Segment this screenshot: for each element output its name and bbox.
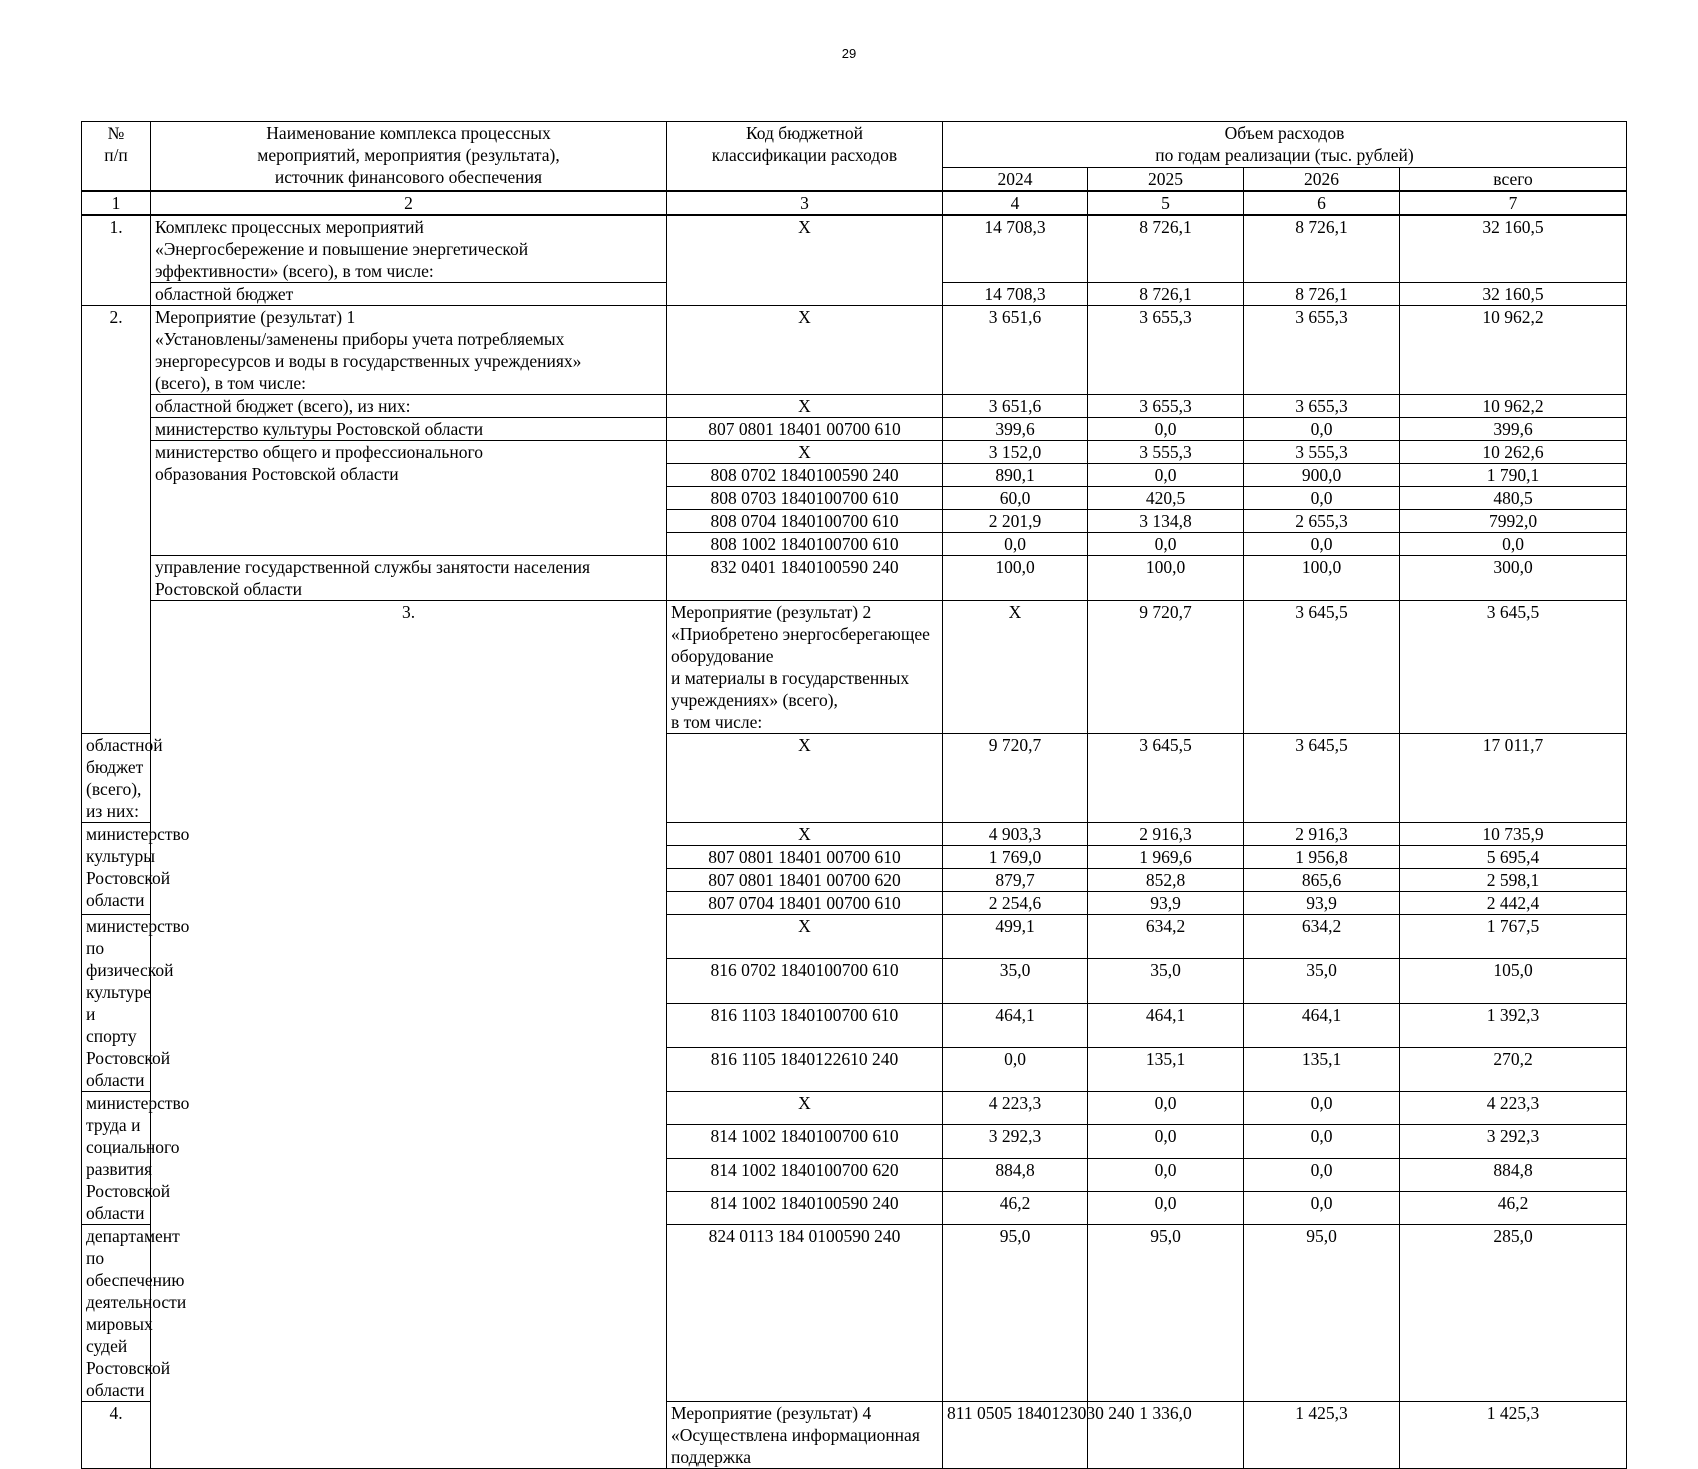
value-2026: 0,0 bbox=[1244, 1191, 1400, 1224]
value-total: 32 160,5 bbox=[1400, 215, 1627, 283]
header-col-number: № п/п bbox=[82, 122, 151, 192]
value-total: 3 292,3 bbox=[1400, 1125, 1627, 1158]
value-2025: 0,0 bbox=[1088, 418, 1244, 441]
budget-code: X bbox=[667, 1092, 943, 1125]
value-2025: 464,1 bbox=[1088, 1003, 1244, 1047]
row-number: 1. bbox=[82, 215, 151, 306]
budget-code: 807 0801 18401 00700 620 bbox=[667, 869, 943, 892]
value-total: 2 598,1 bbox=[1400, 869, 1627, 892]
value-2025: 852,8 bbox=[1088, 869, 1244, 892]
budget-code: X bbox=[667, 915, 943, 959]
row-label: министерство культуры Ростовской области bbox=[82, 823, 151, 915]
value-2026: 8 726,1 bbox=[1244, 283, 1400, 306]
budget-code: 816 1103 1840100700 610 bbox=[667, 1003, 943, 1047]
budget-code: 807 0801 18401 00700 610 bbox=[667, 418, 943, 441]
value-2026: 135,1 bbox=[1244, 1047, 1400, 1091]
index-cell: 6 bbox=[1244, 191, 1400, 215]
value-2024: 4 223,3 bbox=[943, 1092, 1088, 1125]
budget-table bbox=[81, 121, 1627, 1469]
value-2026: 8 726,1 bbox=[1244, 215, 1400, 283]
budget-code: 816 0702 1840100700 610 bbox=[667, 959, 943, 1003]
value-2026: 0,0 bbox=[1244, 1125, 1400, 1158]
budget-code: X bbox=[943, 601, 1088, 734]
value-2026: 3 645,5 bbox=[1244, 734, 1400, 823]
index-cell: 7 bbox=[1400, 191, 1627, 215]
value-2026: 3 645,5 bbox=[1400, 601, 1627, 734]
value-2024: 9 720,7 bbox=[943, 734, 1088, 823]
value-2024: 399,6 bbox=[943, 418, 1088, 441]
value-2024: 4 903,3 bbox=[943, 823, 1088, 846]
value-total: 10 735,9 bbox=[1400, 823, 1627, 846]
value-total: 46,2 bbox=[1400, 1191, 1627, 1224]
value-2026: 1 425,3 bbox=[1400, 1402, 1627, 1469]
value-2025: 3 134,8 bbox=[1088, 510, 1244, 533]
value-2026: 95,0 bbox=[1244, 1225, 1400, 1402]
value-2025: 0,0 bbox=[1088, 1125, 1244, 1158]
budget-code: 814 1002 1840100590 240 bbox=[667, 1191, 943, 1224]
value-2026: 0,0 bbox=[1244, 418, 1400, 441]
row-title: Мероприятие (результат) 1 «Установлены/заменены приборы учета потребляемых энергоресурсов и воды в государственных учреждениях» (всего), в том числе: bbox=[151, 306, 667, 395]
value-2025: 1 969,6 bbox=[1088, 846, 1244, 869]
row-number: 4. bbox=[82, 1402, 151, 1469]
value-total: 399,6 bbox=[1400, 418, 1627, 441]
value-2025: 0,0 bbox=[1088, 1158, 1244, 1191]
budget-code: X bbox=[667, 306, 943, 395]
budget-code: 808 0703 1840100700 610 bbox=[667, 487, 943, 510]
value-2024: 464,1 bbox=[943, 1003, 1088, 1047]
value-total: 17 011,7 bbox=[1400, 734, 1627, 823]
value-2026: 93,9 bbox=[1244, 892, 1400, 915]
value-2026: 3 655,3 bbox=[1244, 395, 1400, 418]
value-total: 285,0 bbox=[1400, 1225, 1627, 1402]
value-2024: 14 708,3 bbox=[943, 215, 1088, 283]
header-year-2026: 2026 bbox=[1244, 168, 1400, 192]
value-2025: 3 655,3 bbox=[1088, 395, 1244, 418]
row-label: областной бюджет (всего), из них: bbox=[82, 734, 151, 823]
value-total: 270,2 bbox=[1400, 1047, 1627, 1091]
value-2025: 35,0 bbox=[1088, 959, 1244, 1003]
table-row bbox=[82, 556, 1627, 601]
value-2025: 1 425,3 bbox=[1244, 1402, 1400, 1469]
value-2026: 3 555,3 bbox=[1244, 441, 1400, 464]
value-2026: 2 655,3 bbox=[1244, 510, 1400, 533]
budget-code: X bbox=[667, 823, 943, 846]
value-total: 884,8 bbox=[1400, 1158, 1627, 1191]
value-2025: 100,0 bbox=[1088, 556, 1244, 601]
budget-code: 814 1002 1840100700 610 bbox=[667, 1125, 943, 1158]
table-row bbox=[82, 395, 1627, 418]
value-2025: 634,2 bbox=[1088, 915, 1244, 959]
value-2024: 3 651,6 bbox=[943, 306, 1088, 395]
row-label: министерство культуры Ростовской области bbox=[151, 418, 667, 441]
value-2024: 14 708,3 bbox=[943, 283, 1088, 306]
value-2024: 3 651,6 bbox=[943, 395, 1088, 418]
value-2024: 2 254,6 bbox=[943, 892, 1088, 915]
value-2025: 420,5 bbox=[1088, 487, 1244, 510]
value-2026: 100,0 bbox=[1244, 556, 1400, 601]
value-2025: 3 655,3 bbox=[1088, 306, 1244, 395]
value-total: 10 962,2 bbox=[1400, 395, 1627, 418]
budget-code: 808 0702 1840100590 240 bbox=[667, 464, 943, 487]
value-total: 1 767,5 bbox=[1400, 915, 1627, 959]
value-2026: 900,0 bbox=[1244, 464, 1400, 487]
value-total: 7992,0 bbox=[1400, 510, 1627, 533]
budget-code: 808 0704 1840100700 610 bbox=[667, 510, 943, 533]
value-2025: 0,0 bbox=[1088, 1092, 1244, 1125]
value-2024: 890,1 bbox=[943, 464, 1088, 487]
header-year-2024: 2024 bbox=[943, 168, 1088, 192]
value-2025: 95,0 bbox=[1088, 1225, 1244, 1402]
budget-code: 816 1105 1840122610 240 bbox=[667, 1047, 943, 1091]
row-title: Мероприятие (результат) 2 «Приобретено энергосберегающее оборудование и материалы в государственных учреждениях» (всего), в том числе: bbox=[667, 601, 943, 734]
row-label: министерство по физической культуре и спорту Ростовской области bbox=[82, 915, 151, 1092]
value-2024: 3 292,3 bbox=[943, 1125, 1088, 1158]
value-total: 5 695,4 bbox=[1400, 846, 1627, 869]
value-total: 0,0 bbox=[1400, 533, 1627, 556]
budget-code: 811 0505 1840123030 240 bbox=[943, 1402, 1088, 1469]
budget-code: X bbox=[667, 395, 943, 418]
index-cell: 4 bbox=[943, 191, 1088, 215]
value-2025: 3 645,5 bbox=[1244, 601, 1400, 734]
value-2024: 0,0 bbox=[943, 1047, 1088, 1091]
value-2024: 0,0 bbox=[943, 533, 1088, 556]
value-2024: 879,7 bbox=[943, 869, 1088, 892]
value-2026: 3 655,3 bbox=[1244, 306, 1400, 395]
table-row bbox=[82, 418, 1627, 441]
value-2026: 0,0 bbox=[1244, 487, 1400, 510]
value-total: 105,0 bbox=[1400, 959, 1627, 1003]
value-2024: 9 720,7 bbox=[1088, 601, 1244, 734]
value-total: 1 392,3 bbox=[1400, 1003, 1627, 1047]
value-2026: 464,1 bbox=[1244, 1003, 1400, 1047]
value-2025: 0,0 bbox=[1088, 533, 1244, 556]
table-row bbox=[82, 441, 1627, 464]
value-2025: 0,0 bbox=[1088, 464, 1244, 487]
value-total: 10 962,2 bbox=[1400, 306, 1627, 395]
value-2025: 93,9 bbox=[1088, 892, 1244, 915]
index-cell: 5 bbox=[1088, 191, 1244, 215]
value-2026: 865,6 bbox=[1244, 869, 1400, 892]
budget-code: X bbox=[667, 441, 943, 464]
budget-code: 807 0704 18401 00700 610 bbox=[667, 892, 943, 915]
value-2024: 95,0 bbox=[943, 1225, 1088, 1402]
value-2024: 2 201,9 bbox=[943, 510, 1088, 533]
value-2026: 1 956,8 bbox=[1244, 846, 1400, 869]
value-2024: 499,1 bbox=[943, 915, 1088, 959]
value-2026: 35,0 bbox=[1244, 959, 1400, 1003]
row-label: министерство общего и профессионального образования Ростовской области bbox=[151, 441, 667, 556]
value-2026: 2 916,3 bbox=[1244, 823, 1400, 846]
table-row bbox=[82, 601, 1627, 734]
table-row bbox=[82, 306, 1627, 395]
index-cell: 2 bbox=[151, 191, 667, 215]
index-cell: 3 bbox=[667, 191, 943, 215]
budget-code: X bbox=[667, 734, 943, 823]
value-total: 2 442,4 bbox=[1400, 892, 1627, 915]
header-col-code: Код бюджетной классификации расходов bbox=[667, 122, 943, 192]
row-number: 2. bbox=[82, 306, 151, 734]
value-2025: 3 555,3 bbox=[1088, 441, 1244, 464]
value-2024: 46,2 bbox=[943, 1191, 1088, 1224]
value-2025: 0,0 bbox=[1088, 1191, 1244, 1224]
header-col-name: Наименование комплекса процессных мероприятий, мероприятия (результата), источник финансового обеспечения bbox=[151, 122, 667, 192]
value-2025: 3 645,5 bbox=[1088, 734, 1244, 823]
header-col-volume: Объем расходов по годам реализации (тыс. рублей) bbox=[943, 122, 1627, 168]
value-2025: 2 916,3 bbox=[1088, 823, 1244, 846]
value-2026: 0,0 bbox=[1244, 1158, 1400, 1191]
value-2024: 3 152,0 bbox=[943, 441, 1088, 464]
table-row bbox=[82, 215, 1627, 283]
row-label: областной бюджет bbox=[151, 283, 667, 306]
value-total: 1 790,1 bbox=[1400, 464, 1627, 487]
value-2024: 35,0 bbox=[943, 959, 1088, 1003]
value-2026: 0,0 bbox=[1244, 1092, 1400, 1125]
value-2024: 60,0 bbox=[943, 487, 1088, 510]
row-label: департамент по обеспечению деятельности мировых судей Ростовской области bbox=[82, 1225, 151, 1402]
row-label: министерство труда и социального развития Ростовской области bbox=[82, 1092, 151, 1225]
budget-code: 808 1002 1840100700 610 bbox=[667, 533, 943, 556]
row-label: управление государственной службы занятости населения Ростовской области bbox=[151, 556, 667, 601]
value-2026: 634,2 bbox=[1244, 915, 1400, 959]
header-total: всего bbox=[1400, 168, 1627, 192]
value-2024: 884,8 bbox=[943, 1158, 1088, 1191]
value-total: 32 160,5 bbox=[1400, 283, 1627, 306]
header-year-2025: 2025 bbox=[1088, 168, 1244, 192]
budget-code: X bbox=[667, 215, 943, 306]
value-total: 300,0 bbox=[1400, 556, 1627, 601]
value-2025: 135,1 bbox=[1088, 1047, 1244, 1091]
budget-code: 824 0113 184 0100590 240 bbox=[667, 1225, 943, 1402]
budget-code: 807 0801 18401 00700 610 bbox=[667, 846, 943, 869]
value-total: 10 262,6 bbox=[1400, 441, 1627, 464]
value-2024: 1 769,0 bbox=[943, 846, 1088, 869]
value-total: 480,5 bbox=[1400, 487, 1627, 510]
value-2024: 100,0 bbox=[943, 556, 1088, 601]
value-total: 4 223,3 bbox=[1400, 1092, 1627, 1125]
row-title: Комплекс процессных мероприятий «Энергосбережение и повышение энергетической эффективности» (всего), в том числе: bbox=[151, 215, 667, 283]
budget-code: 814 1002 1840100700 620 bbox=[667, 1158, 943, 1191]
row-title: Мероприятие (результат) 4 «Осуществлена информационная поддержка bbox=[667, 1402, 943, 1469]
value-2025: 8 726,1 bbox=[1088, 283, 1244, 306]
value-2025: 8 726,1 bbox=[1088, 215, 1244, 283]
budget-code: 832 0401 1840100590 240 bbox=[667, 556, 943, 601]
value-2024: 1 336,0 bbox=[1088, 1402, 1244, 1469]
page-number: 29 bbox=[841, 46, 857, 61]
row-label: областной бюджет (всего), из них: bbox=[151, 395, 667, 418]
index-cell: 1 bbox=[82, 191, 151, 215]
value-2026: 0,0 bbox=[1244, 533, 1400, 556]
row-number: 3. bbox=[151, 601, 667, 1469]
